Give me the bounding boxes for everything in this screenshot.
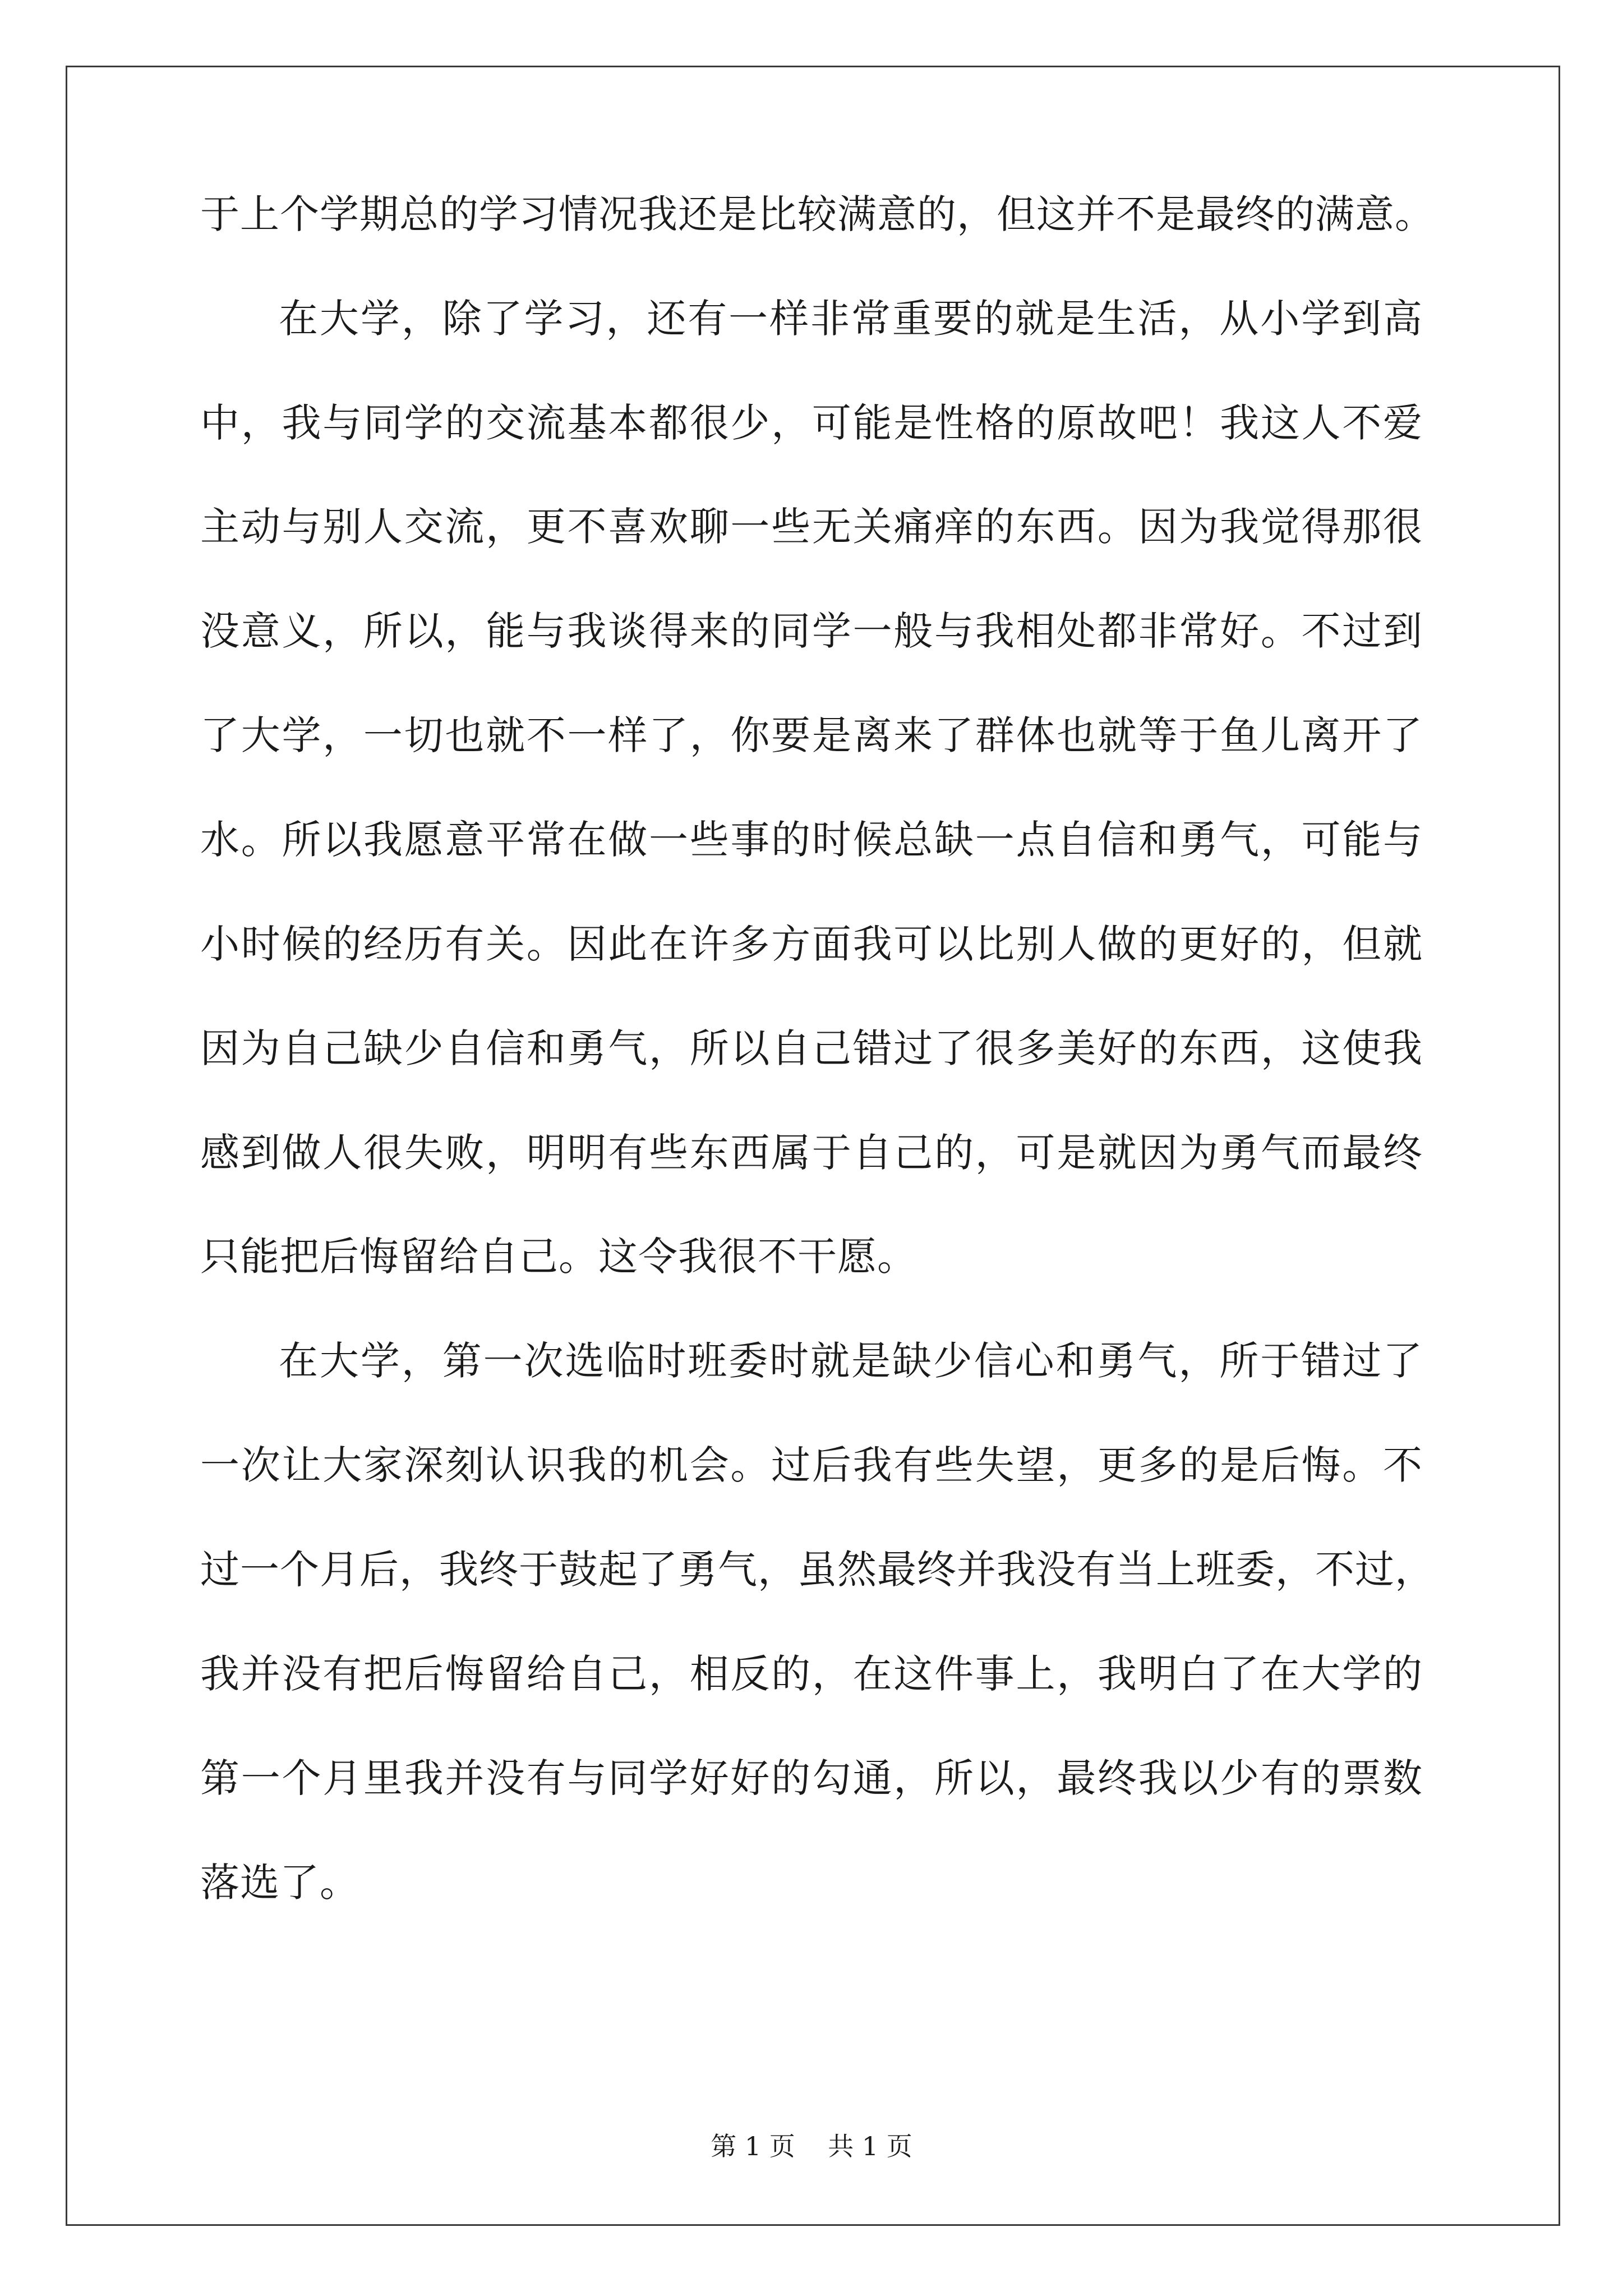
text-line: 中，我与同学的交流基本都很少，可能是性格的原故吧！我这人不爱 [200,400,1423,446]
text-line: 第一个月里我并没有与同学好好的勾通，所以，最终我以少有的票数 [200,1755,1423,1801]
text-line: 主动与别人交流，更不喜欢聊一些无关痛痒的东西。因为我觉得那很 [200,504,1423,550]
text-line: 过一个月后，我终于鼓起了勇气，虽然最终并我没有当上班委，不过， [200,1547,1435,1593]
text-line: 在大学，除了学习，还有一样非常重要的就是生活，从小学到高 [279,296,1423,342]
text-line: 因为自己缺少自信和勇气，所以自己错过了很多美好的东西，这使我 [200,1025,1423,1071]
text-line: 落选了。 [200,1860,359,1906]
text-line: 在大学，第一次选临时班委时就是缺少信心和勇气，所于错过了 [279,1338,1423,1384]
text-line: 于上个学期总的学习情况我还是比较满意的，但这并不是最终的满意。 [200,191,1435,237]
text-line: 了大学，一切也就不一样了，你要是离来了群体也就等于鱼儿离开了 [200,712,1423,758]
text-line: 水。所以我愿意平常在做一些事的时候总缺一点自信和勇气，可能与 [200,817,1423,863]
text-line: 我并没有把后悔留给自己，相反的，在这件事上，我明白了在大学的 [200,1651,1423,1697]
text-line: 只能把后悔留给自己。这令我很不干愿。 [200,1234,917,1280]
page-number-footer: 第 1 页 共 1 页 [711,2131,912,2161]
text-line: 一次让大家深刻认识我的机会。过后我有些失望，更多的是后悔。不 [200,1442,1423,1488]
text-line: 没意义，所以，能与我谈得来的同学一般与我相处都非常好。不过到 [200,608,1423,654]
text-line: 小时候的经历有关。因此在许多方面我可以比别人做的更好的，但就 [200,921,1423,967]
text-line: 感到做人很失败，明明有些东西属于自己的，可是就因为勇气而最终 [200,1130,1423,1176]
